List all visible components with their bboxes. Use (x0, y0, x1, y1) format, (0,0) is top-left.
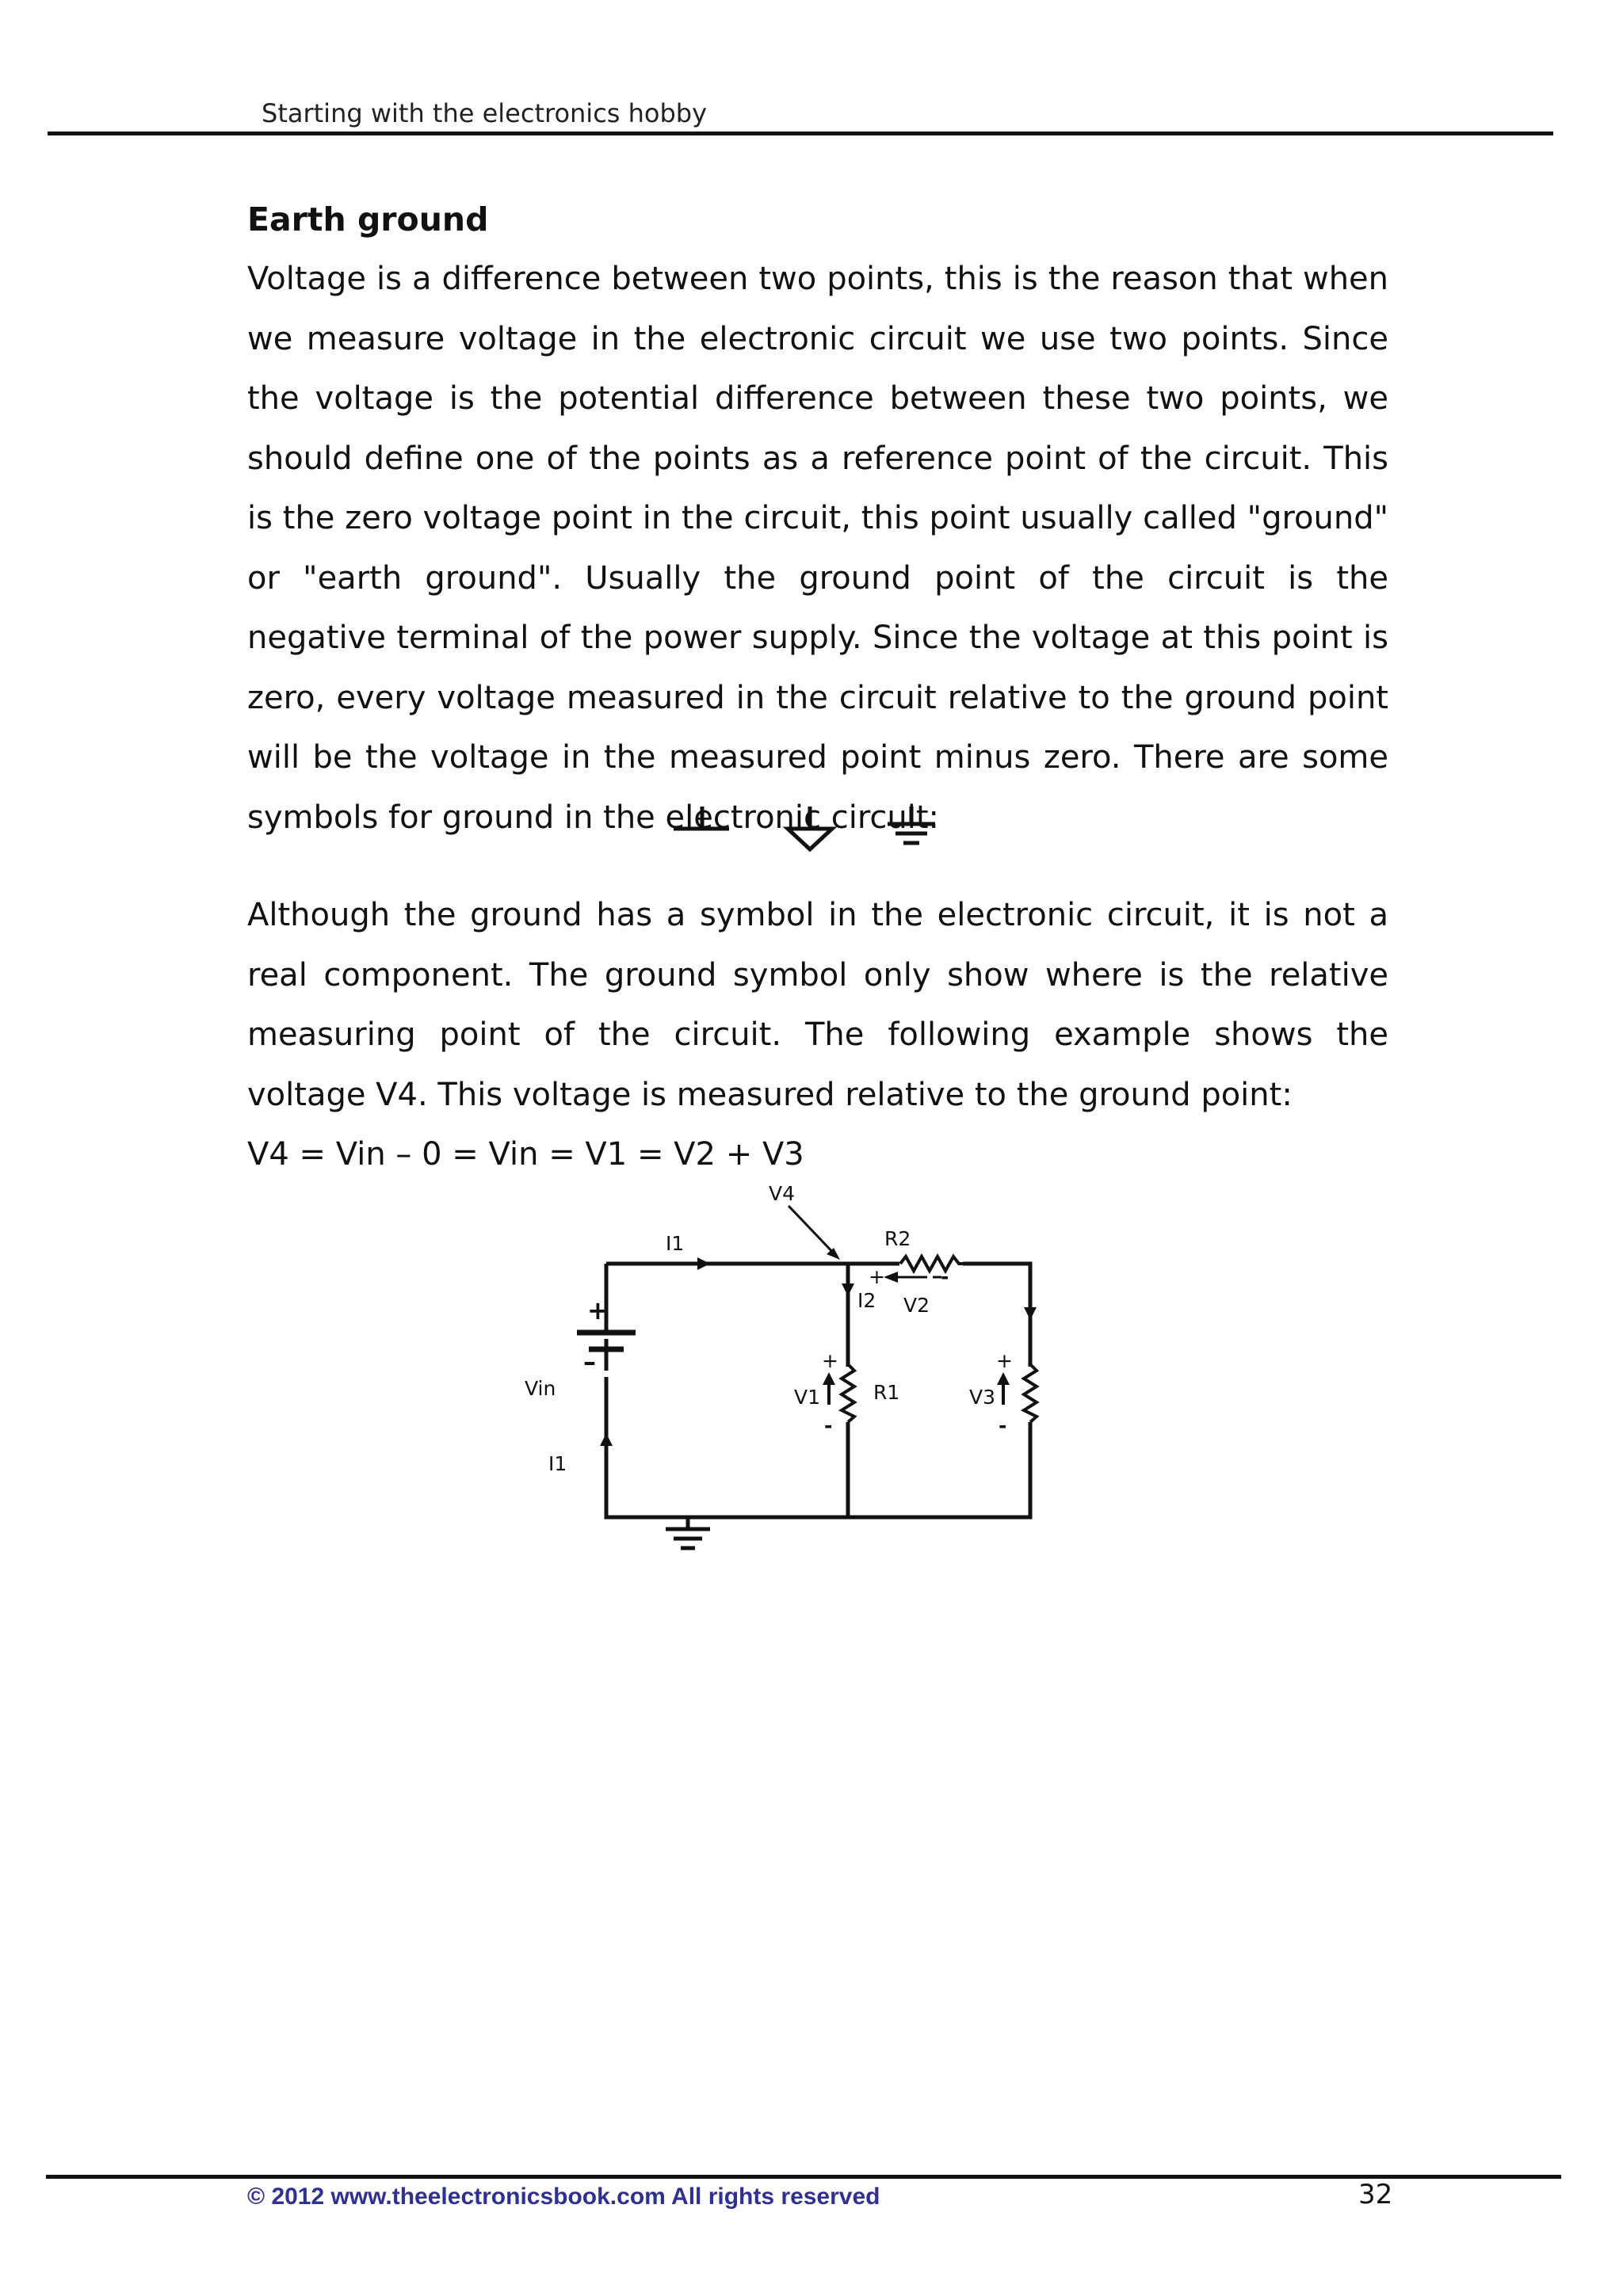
header-rule (48, 132, 1553, 135)
r2-resistor-icon (900, 1256, 963, 1272)
v4-pointer-icon (789, 1206, 840, 1260)
v1-label: V1 (794, 1386, 821, 1409)
v1-plus-label: + (822, 1349, 838, 1372)
v3-plus-label: + (996, 1349, 1013, 1372)
circuit-diagram (507, 1180, 1062, 1553)
section-heading: Earth ground (247, 200, 489, 238)
ground-earth-icon (888, 807, 935, 843)
v2-arrow-icon (884, 1272, 941, 1283)
v4-label: V4 (769, 1182, 796, 1205)
i1-arrow-icon (697, 1257, 710, 1270)
i2-label: I2 (857, 1289, 876, 1312)
v3-label: V3 (969, 1386, 996, 1409)
i1-top-label: I1 (666, 1232, 685, 1255)
ground-triangle-icon (788, 807, 832, 849)
v1-minus-label: - (824, 1414, 833, 1437)
r2-plus-label: + (869, 1265, 885, 1288)
paragraph-ground-symbol: Although the ground has a symbol in the electronic circuit, it is not a real component. The ground symbol only show where is the relative measuring point of the circuit. The following example shows the voltage V4. This voltage is measured relative to the ground point: (247, 897, 1388, 1113)
i1-bottom-arrow-icon (600, 1433, 613, 1446)
equation-v4: V4 = Vin – 0 = Vin = V1 = V2 + V3 (247, 1136, 804, 1173)
battery-plus-label: + (587, 1295, 609, 1325)
r3-current-arrow-icon (1024, 1307, 1037, 1320)
r1-resistor-icon (840, 1364, 856, 1422)
paragraph-voltage-definition: Voltage is a difference between two points, this is the reason that when we measure voltage in the electronic circuit we use two points. Since the voltage is the potential difference between these two points, we should define one of the points as a reference point of the circuit. This is the zero voltage point in the circuit, this point usually called "ground" or "earth ground". Usually the ground point of the circuit is the negative terminal of the power supply. Since the voltage at this point is zero, every voltage measured in the circuit relative to the ground point will be the voltage in the measured point minus zero. There are some symbols for ground in the electronic circuit: (247, 261, 1388, 836)
ground-earth-icon (666, 1517, 710, 1548)
ground-tee-icon (674, 807, 729, 829)
page-number: 32 (1358, 2179, 1393, 2210)
battery-minus-label: – (583, 1347, 596, 1377)
footer-copyright: © 2012 www.theelectronicsbook.com All rights reserved (247, 2183, 880, 2210)
section-body (247, 190, 1388, 848)
v1-arrow-icon (823, 1372, 835, 1405)
r2-minus-label: - (941, 1265, 949, 1288)
r1-label: R1 (873, 1381, 900, 1404)
i2-arrow-icon (842, 1283, 854, 1296)
ground-symbols (674, 800, 959, 871)
i1-bottom-label: I1 (548, 1452, 567, 1475)
v3-minus-label: - (999, 1414, 1007, 1437)
v3-arrow-icon (997, 1372, 1010, 1405)
v2-label: V2 (903, 1294, 930, 1317)
section-body-2 (247, 886, 1388, 1185)
vin-label: Vin (525, 1377, 556, 1400)
r2-label: R2 (884, 1227, 911, 1250)
footer-rule (46, 2175, 1561, 2179)
running-header: Starting with the electronics hobby (262, 98, 708, 128)
r3-resistor-icon (1022, 1364, 1038, 1422)
